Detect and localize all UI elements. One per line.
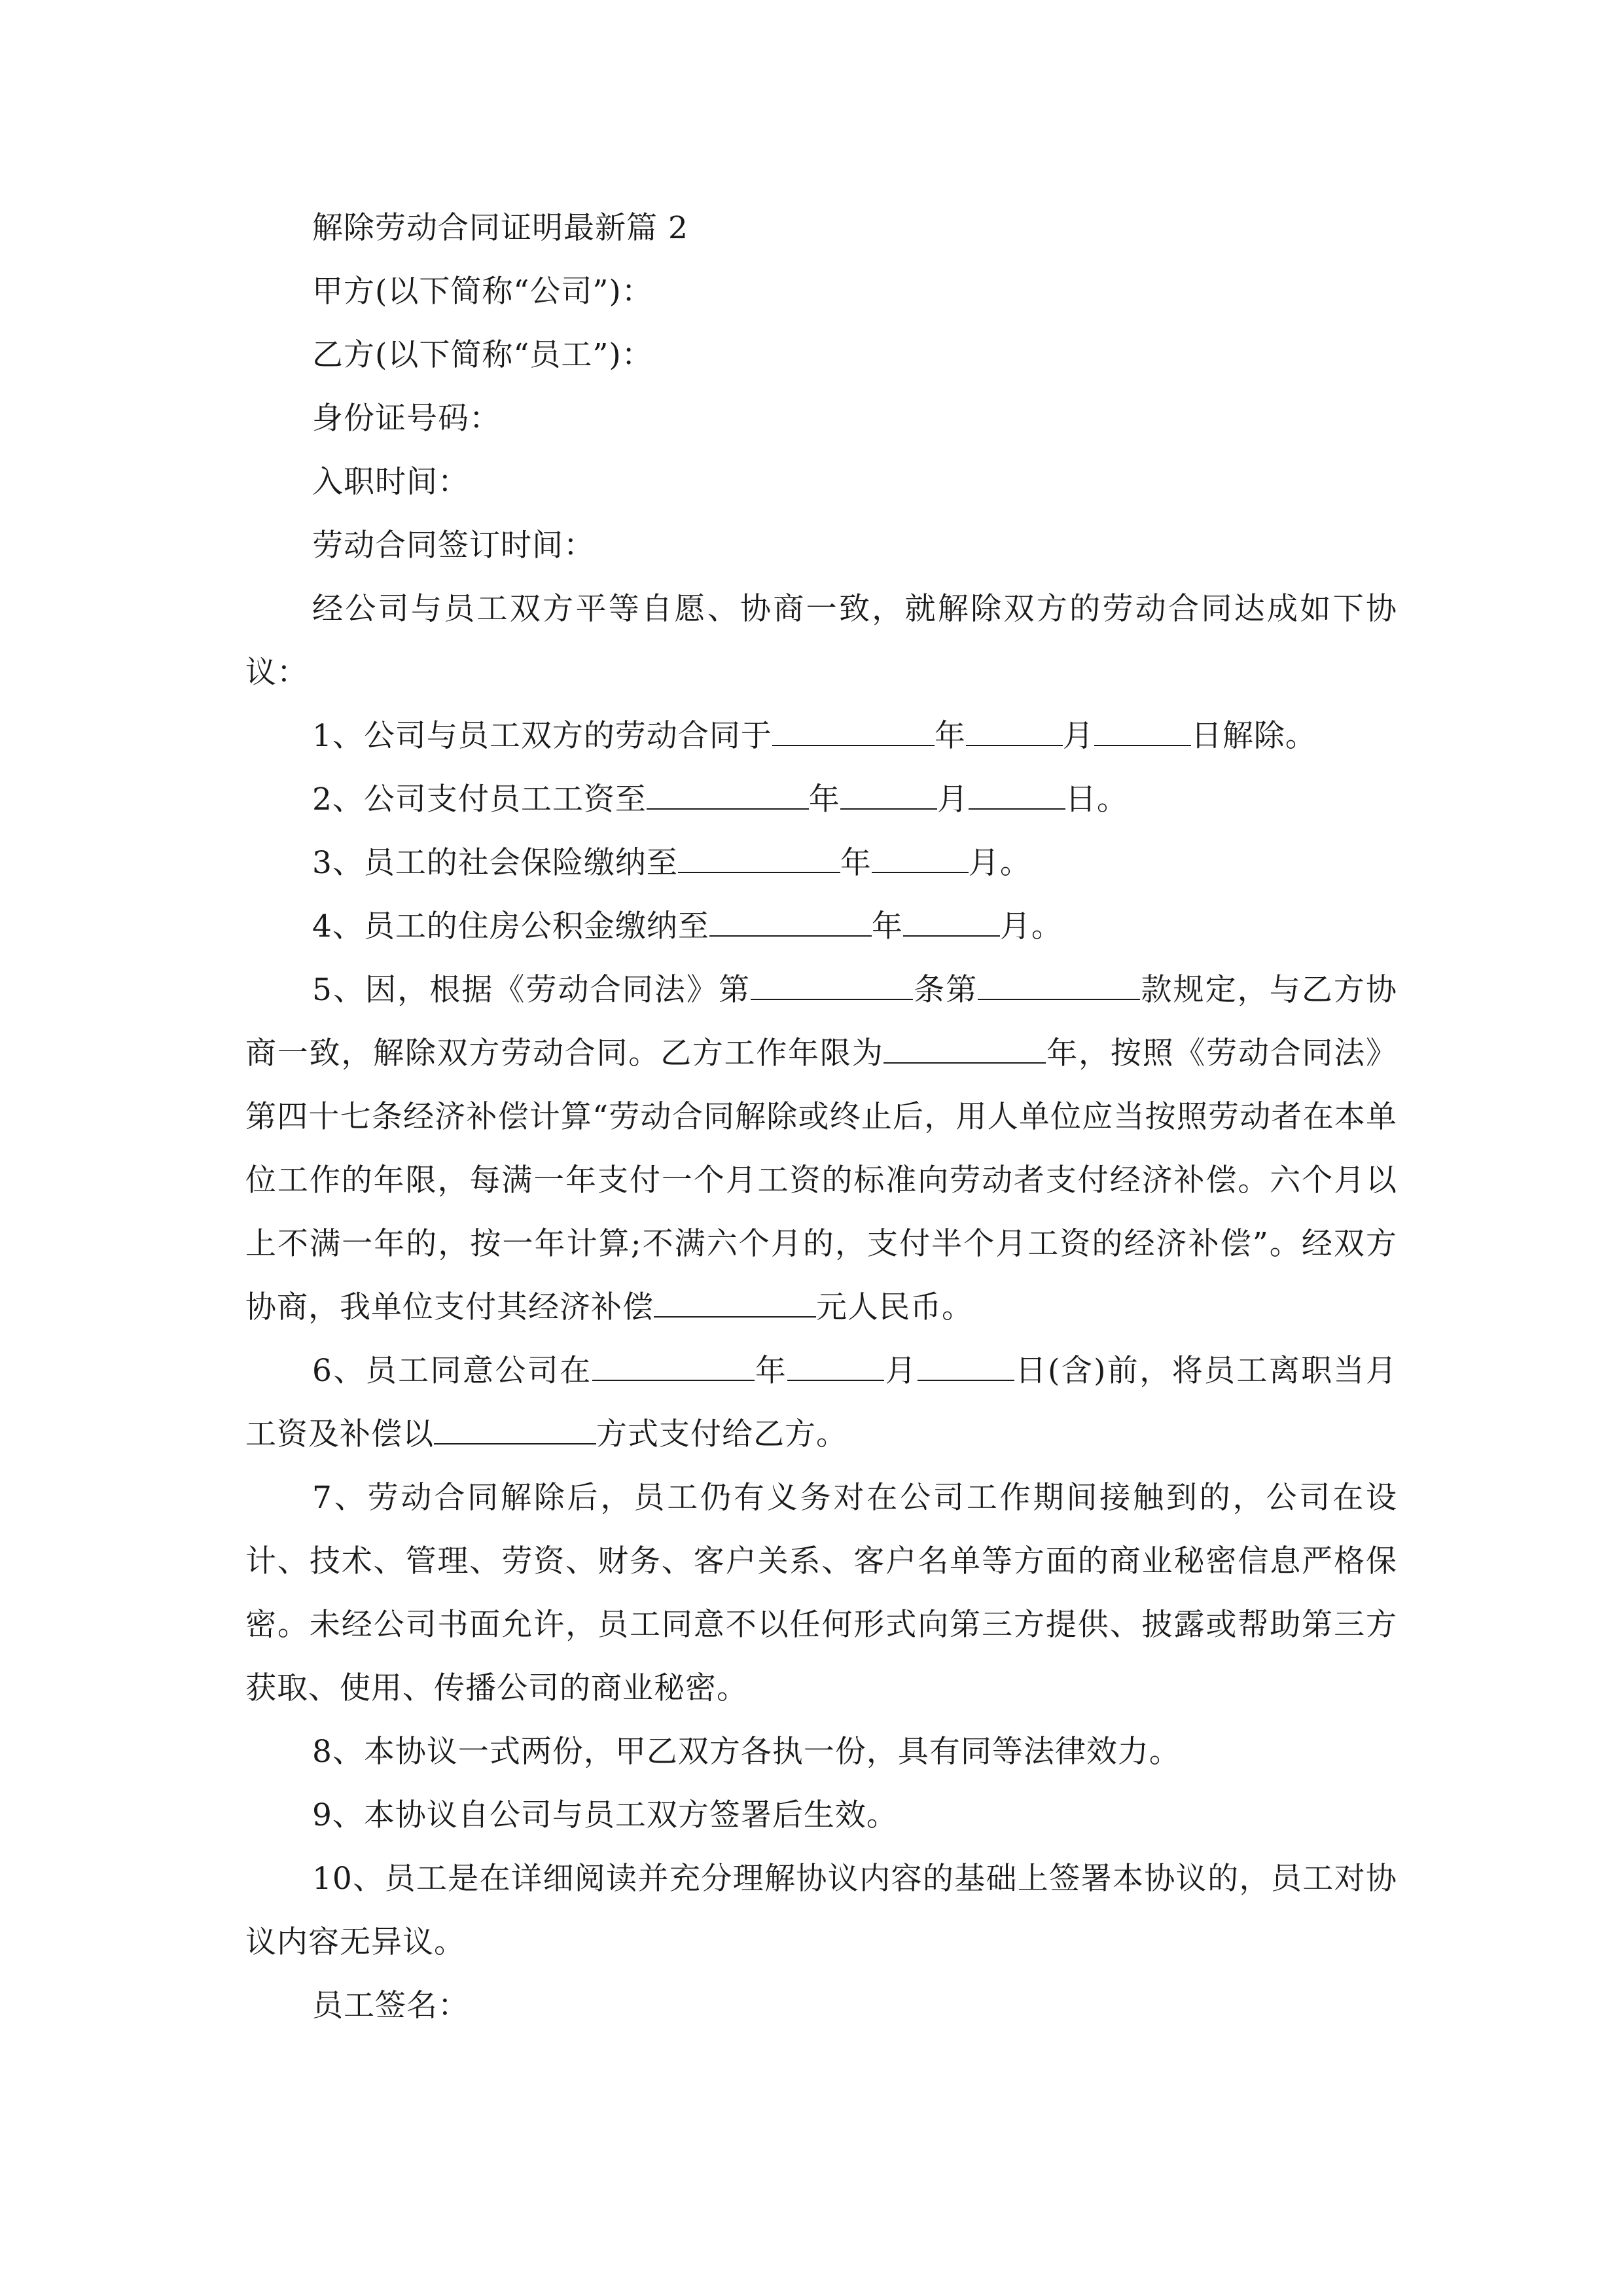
clause-1-text-b: 年 (934, 718, 966, 754)
clause-7: 7、劳动合同解除后，员工仍有义务对在公司工作期间接触到的，公司在设计、技术、管理、劳资、财务、客户关系、客户名单等方面的商业秘密信息严格保密。未经公司书面允许，员工同意不以任何形式向第三方提供、披露或帮助第三方获取、使用、传播公司的商业秘密。 (245, 1480, 1397, 1706)
clause-6-text-d: 日(含)前，将员工离职当月工资及补偿以 (245, 1353, 1398, 1452)
article-blank (751, 973, 913, 1000)
clause-5-text-a: 5、因，根据《劳动合同法》第 (312, 972, 751, 1008)
clause-6-text-a: 6、员工同意公司在 (312, 1353, 592, 1389)
compensation-amount-blank (654, 1290, 816, 1318)
clause-6-text-c: 月 (884, 1353, 918, 1389)
clause-3-text-c: 月。 (968, 845, 1031, 881)
clause-9: 9、本协议自公司与员工双方签署后生效。 (312, 1797, 898, 1833)
intro-paragraph: 经公司与员工双方平等自愿、协商一致，就解除双方的劳动合同达成如下协议： (245, 591, 1397, 691)
year-blank (592, 1354, 755, 1381)
month-blank (872, 846, 969, 873)
clause-2-text-d: 日。 (1065, 781, 1128, 817)
contract-sign-time-line: 劳动合同签订时间： (312, 528, 595, 564)
clause-1-text-d: 日解除。 (1190, 718, 1317, 754)
clause-3-text-b: 年 (840, 845, 872, 881)
entry-time-line: 入职时间： (312, 464, 469, 500)
month-blank (787, 1354, 884, 1381)
day-blank (1094, 719, 1191, 746)
paragraph-blank (978, 973, 1140, 1000)
clause-4-text-a: 4、员工的住房公积金缴纳至 (312, 908, 709, 944)
clause-1 (245, 704, 1397, 768)
clause-8: 8、本协议一式两份，甲乙双方各执一份，具有同等法律效力。 (312, 1734, 1181, 1770)
clause-2-text-b: 年 (808, 781, 840, 817)
employee-signature-label: 员工签名： (312, 1988, 469, 2024)
clause-2-text-a: 2、公司支付员工工资至 (312, 781, 647, 817)
clause-4 (245, 895, 1397, 958)
clause-4-text-b: 年 (871, 908, 903, 944)
payment-method-blank (434, 1417, 596, 1444)
day-blank (969, 782, 1065, 810)
clause-2 (245, 768, 1397, 831)
month-blank (840, 782, 937, 810)
clause-1-text-a: 1、公司与员工双方的劳动合同于 (312, 718, 772, 754)
document-title: 解除劳动合同证明最新篇 2 (312, 210, 688, 246)
party-b-line: 乙方(以下简称“员工”)： (312, 337, 653, 373)
year-blank (709, 909, 872, 937)
clause-3-text-a: 3、员工的社会保险缴纳至 (312, 845, 678, 881)
work-years-blank (883, 1036, 1046, 1064)
clause-5-text-d: 年，按照《劳动合同法》第四十七条经济补偿计算“劳动合同解除或终止后，用人单位应当按照劳动者在本单位工作的年限，每满一年支付一个月工资的标准向劳动者支付经济补偿。六个月以上不满一年的，按一年计算;不满六个月的，支付半个月工资的经济补偿”。经双方协商，我单位支付其经济补偿 (245, 1035, 1397, 1325)
year-blank (647, 782, 809, 810)
clause-6 (245, 1339, 1397, 1466)
id-number-line: 身份证号码： (312, 401, 501, 437)
month-blank (966, 719, 1063, 746)
year-blank (678, 846, 840, 873)
clause-4-text-c: 月。 (999, 908, 1063, 944)
clause-10: 10、员工是在详细阅读并充分理解协议内容的基础上签署本协议的，员工对协议内容无异议。 (245, 1861, 1397, 1960)
document-page (245, 196, 1397, 2037)
clause-5 (245, 958, 1397, 1339)
year-blank (772, 719, 935, 746)
clause-1-text-c: 月 (1062, 718, 1094, 754)
clause-6-text-b: 年 (754, 1353, 788, 1389)
clause-5-text-b: 条第 (913, 972, 978, 1008)
clause-3 (245, 831, 1397, 895)
month-blank (903, 909, 1000, 937)
clause-2-text-c: 月 (936, 781, 969, 817)
clause-6-text-e: 方式支付给乙方。 (596, 1416, 847, 1452)
clause-5-text-e: 元人民币。 (816, 1289, 973, 1325)
clause-5-text-c: 款规定，与乙方协商一致，解除双方劳动合同。乙方工作年限为 (245, 972, 1398, 1071)
party-a-line: 甲方(以下简称“公司”)： (312, 274, 653, 310)
day-blank (918, 1354, 1014, 1381)
